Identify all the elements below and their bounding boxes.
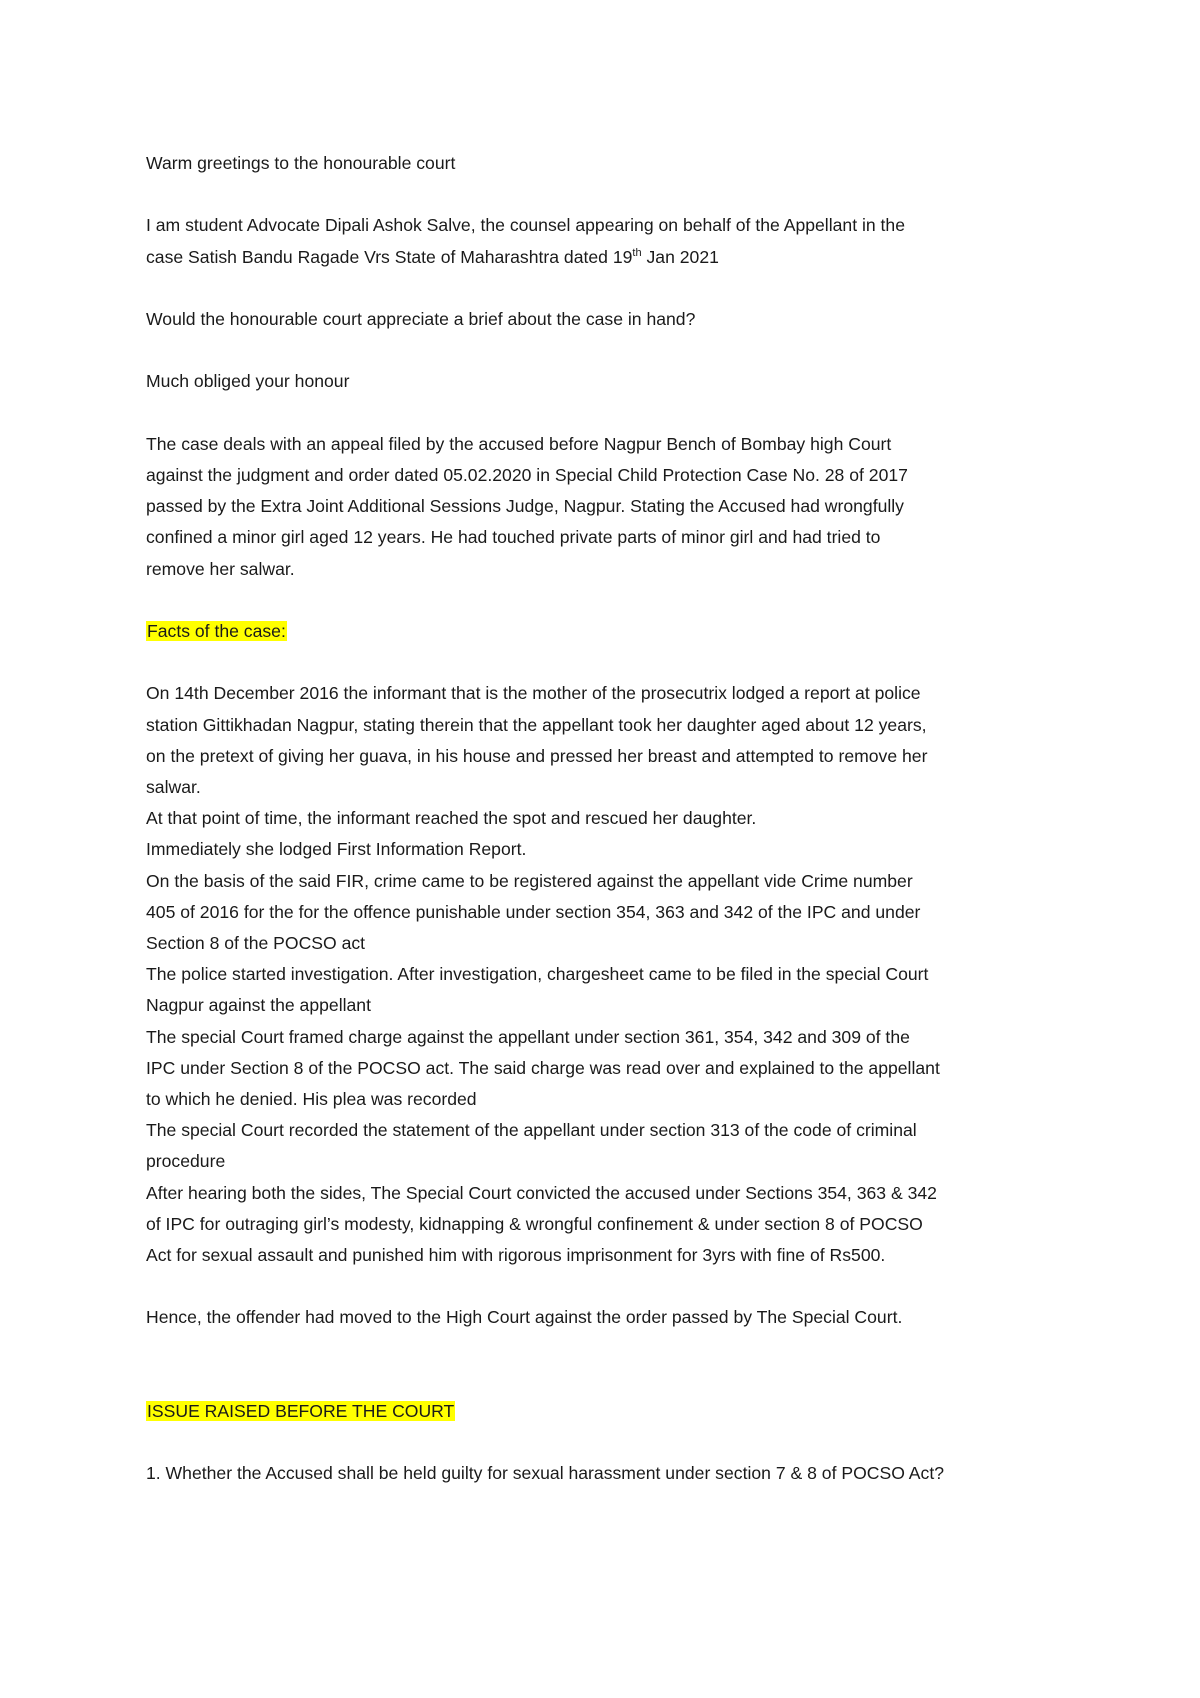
facts-line: on the pretext of giving her guava, in his house and pressed her breast and attempted to remove her [146,745,928,766]
document-page [146,148,1081,1521]
intro-line-2 [146,242,1081,273]
intro-line-2-date: Jan 2021 [641,246,719,267]
greeting-text: Warm greetings to the honourable court [146,153,456,173]
facts-line: Immediately she lodged First Information Report. [146,839,527,860]
facts-line: After hearing both the sides, The Special Court convicted the accused under Sections 354, 363 & 342 [146,1182,937,1203]
hence-text: Hence, the offender had moved to the High Court against the order passed by The Special Court. [146,1307,903,1328]
facts-heading-highlight: Facts of the case: [147,620,286,641]
issue-heading [146,1396,1081,1427]
facts-line: station Gittikhadan Nagpur, stating therein that the appellant took her daughter aged about 12 years, [146,714,927,735]
facts-line: The special Court recorded the statement of the appellant under section 313 of the code of criminal [146,1120,917,1141]
facts-line: salwar. [146,776,201,797]
facts-line: The police started investigation. After investigation, chargesheet came to be filed in the special Court [146,964,929,985]
summary-line: confined a minor girl aged 12 years. He had touched private parts of minor girl and had tried to [146,527,881,548]
summary-line: The case deals with an appeal filed by the accused before Nagpur Bench of Bombay high Court [146,433,892,454]
question-text: Would the honourable court appreciate a brief about the case in hand? [146,308,696,329]
facts-line: At that point of time, the informant reached the spot and rescued her daughter. [146,808,757,829]
facts-line: Act for sexual assault and punished him with rigorous imprisonment for 3yrs with fine of Rs500. [146,1245,886,1266]
summary-line: remove her salwar. [146,558,295,579]
facts-line: Nagpur against the appellant [146,995,371,1016]
facts-line: On the basis of the said FIR, crime came to be registered against the appellant vide Crime number [146,870,913,891]
facts-line: procedure [146,1151,226,1172]
facts-paragraph [146,678,1081,1271]
facts-line: Section 8 of the POCSO act [146,932,366,953]
case-summary-paragraph [146,429,1081,585]
obliged-text: Much obliged your honour [146,371,350,392]
facts-line: On 14th December 2016 the informant that is the mother of the prosecutrix lodged a report at police [146,683,921,704]
issue-heading-highlight: ISSUE RAISED BEFORE THE COURT [147,1400,455,1421]
summary-line: passed by the Extra Joint Additional Sessions Judge, Nagpur. Stating the Accused had wrongfully [146,496,904,517]
facts-line: The special Court framed charge against the appellant under section 361, 354, 342 and 309 of the [146,1026,910,1047]
issue-item-1: 1. Whether the Accused shall be held guilty for sexual harassment under section 7 & 8 of POCSO Act? [146,1463,945,1484]
intro-paragraph [146,210,1081,272]
summary-line: against the judgment and order dated 05.02.2020 in Special Child Protection Case No. 28 of 2017 [146,464,908,485]
facts-line: to which he denied. His plea was recorded [146,1089,477,1109]
blank-line [146,1365,1081,1396]
facts-line: 405 of 2016 for the for the offence punishable under section 354, 363 and 342 of the IPC and under [146,901,921,922]
facts-line: of IPC for outraging girl’s modesty, kidnapping & wrongful confinement & under section 8 of POCSO [146,1213,923,1234]
facts-heading [146,616,1081,647]
facts-line: IPC under Section 8 of the POCSO act. The said charge was read over and explained to the appellant [146,1057,940,1078]
intro-line-1: I am student Advocate Dipali Ashok Salve, the counsel appearing on behalf of the Appellant in the [146,215,906,236]
ordinal-suffix: th [632,246,642,259]
intro-line-2-text: case Satish Bandu Ragade Vrs State of Maharashtra dated 19 [146,246,633,267]
